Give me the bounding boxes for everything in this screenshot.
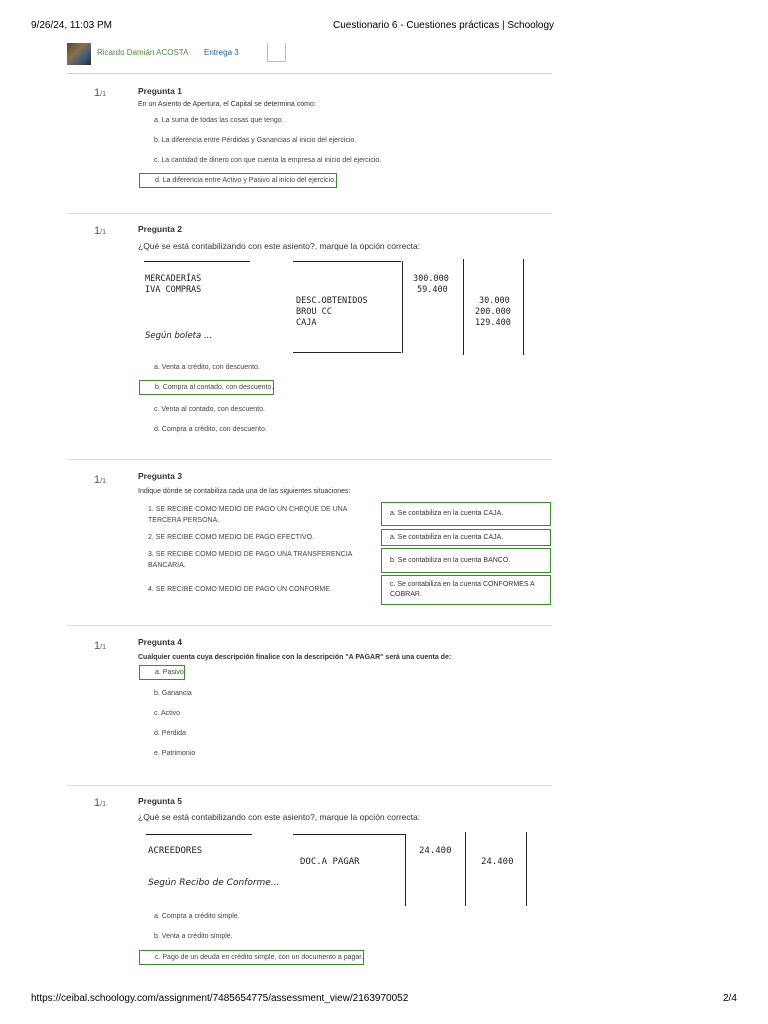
divider <box>67 785 552 786</box>
divider <box>67 213 552 214</box>
question-text: Indique dónde se contabiliza cada una de las siguientes situaciones: <box>138 488 351 495</box>
ledger-note: Según Recibo de Conforme... <box>148 878 280 888</box>
match-item: 1. SE RECIBE COMO MEDIO DE PAGO UN CHEQUE DE UNA TERCERA PERSONA. <box>148 506 348 524</box>
ledger-debit-amount: 24.400 <box>419 846 452 856</box>
match-answer[interactable]: a. Se contabiliza en la cuenta CAJA. <box>381 529 551 546</box>
answer-option-selected[interactable]: c. Pago de un deuda en crédito simple, con un documento a pagar. <box>139 950 364 965</box>
question-score: 1/1 <box>94 797 106 809</box>
ledger-credit-amount: 129.400 <box>475 318 511 328</box>
ledger-credit-account: DESC.OBTENIDOS <box>296 296 368 306</box>
question-score: 1/1 <box>94 225 106 237</box>
ledger-credit-amount: 24.400 <box>481 857 514 867</box>
answer-option[interactable]: a. Compra a crédito simple. <box>154 913 240 920</box>
ledger-credit-account: DOC.A PAGAR <box>300 857 360 867</box>
user-name-link[interactable]: Ricardo Damián ACOSTA <box>97 48 189 57</box>
answer-option[interactable]: a. Venta a crédito, con descuento. <box>154 364 260 371</box>
question-title: Pregunta 1 <box>138 86 182 96</box>
answer-option[interactable]: d. Compra a crédito, con descuento. <box>154 426 267 433</box>
ledger-debit-account: MERCADERÍAS <box>145 274 202 284</box>
submission-label[interactable]: Entrega 3 <box>204 48 239 57</box>
ledger-debit-amount: 300.000 <box>413 274 449 284</box>
ledger-credit-amount: 30.000 <box>479 296 510 306</box>
question-score: 1/1 <box>94 87 106 99</box>
answer-option-selected[interactable]: b. Compra al contado, con descuento. <box>139 380 274 395</box>
answer-option-selected[interactable]: a. Pasivo <box>139 665 185 680</box>
answer-option[interactable]: d. Pérdida <box>154 730 186 737</box>
match-item: 4. SE RECIBE COMO MEDIO DE PAGO UN CONFORME. <box>148 586 332 593</box>
ledger-credit-account: BROU CC <box>296 307 332 317</box>
question-title: Pregunta 2 <box>138 224 182 234</box>
match-answer[interactable]: b. Se contabiliza en la cuenta BANCO. <box>381 548 551 573</box>
ledger-entry <box>138 259 528 359</box>
submission-header <box>67 43 552 74</box>
question-text: En un Asiento de Apertura, el Capital se determina como: <box>138 101 316 108</box>
ledger-note: Según boleta ... <box>145 331 213 341</box>
answer-option[interactable]: c. La cantidad de dinero con que cuenta la empresa al inicio del ejercicio. <box>154 157 382 164</box>
match-item: 2. SE RECIBE COMO MEDIO DE PAGO EFECTIVO. <box>148 534 314 541</box>
question-title: Pregunta 3 <box>138 471 182 481</box>
question-title: Pregunta 4 <box>138 637 182 647</box>
answer-option[interactable]: b. La diferencia entre Pérdidas y Ganancias al inicio del ejercicio. <box>154 137 357 144</box>
avatar[interactable] <box>67 43 91 65</box>
question-text: ¿Qué se está contabilizando con este asiento?, marque la opción correcta: <box>138 241 421 251</box>
question-score: 1/1 <box>94 474 106 486</box>
print-title: Cuestionario 6 - Cuestiones prácticas | Schoology <box>333 20 555 31</box>
ledger-debit-account: IVA COMPRAS <box>145 285 202 295</box>
ledger-debit-amount: 59.400 <box>417 285 448 295</box>
submission-dropdown[interactable] <box>267 43 286 62</box>
match-item: 3. SE RECIBE COMO MEDIO DE PAGO UNA TRANSFERENCIA BANCARIA. <box>148 551 352 569</box>
ledger-entry <box>138 830 530 908</box>
answer-option-selected[interactable]: d. La diferencia entre Activo y Pasivo al inicio del ejercicio. <box>139 173 337 188</box>
question-title: Pregunta 5 <box>138 796 182 806</box>
answer-option[interactable]: b. Ganancia <box>154 690 192 697</box>
match-answer[interactable]: c. Se contabiliza en la cuenta CONFORMES A COBRAR. <box>381 575 551 605</box>
print-header <box>0 20 768 34</box>
question-text: Cualquier cuenta cuya descripción finalice con la descripción "A PAGAR" será una cuenta de: <box>138 654 452 661</box>
ledger-debit-account: ACREEDORES <box>148 846 203 856</box>
answer-option[interactable]: b. Venta a crédito simple. <box>154 933 233 940</box>
match-answer[interactable]: a. Se contabiliza en la cuenta CAJA. <box>381 502 551 526</box>
answer-option[interactable]: c. Venta al contado, con descuento. <box>154 406 265 413</box>
divider <box>67 459 552 460</box>
question-text: ¿Qué se está contabilizando con este asiento?, marque la opción correcta: <box>138 812 421 822</box>
ledger-credit-amount: 200.000 <box>475 307 511 317</box>
answer-option[interactable]: c. Activo <box>154 710 181 717</box>
print-date: 9/26/24, 11:03 PM <box>31 20 112 31</box>
question-score: 1/1 <box>94 640 106 652</box>
divider <box>67 625 552 626</box>
answer-option[interactable]: a. La suma de todas las cosas que tengo. <box>154 117 284 124</box>
print-url: https://ceibal.schoology.com/assignment/7485654775/assessment_view/2163970052 <box>31 993 409 1004</box>
ledger-credit-account: CAJA <box>296 318 317 328</box>
answer-option[interactable]: e. Patrimonio <box>154 750 196 757</box>
page-number: 2/4 <box>723 993 737 1004</box>
